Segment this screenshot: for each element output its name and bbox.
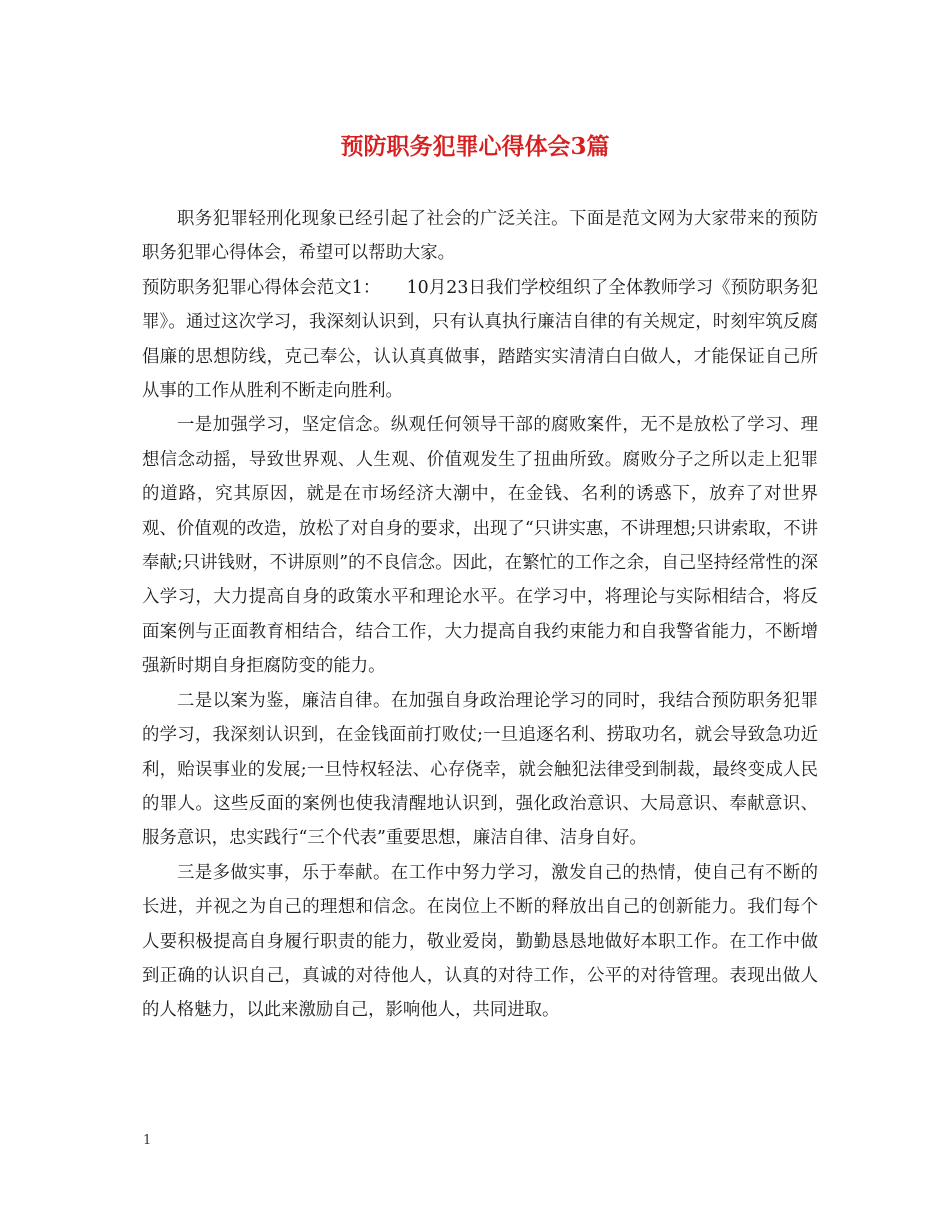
point-1-paragraph: 一是加强学习，坚定信念。纵观任何领导干部的腐败案件，无不是放松了学习、理想信念动摇，导致世界观、人生观、价值观发生了扭曲所致。腐败分子之所以走上犯罪的道路，究其原因，就是在市场经济大潮中，在金钱、名利的诱惑下，放弃了对世界观、价值观的改造，放松了对自身的要求，出现了“只讲实惠，不讲理想;只讲索取，不讲奉献;只讲钱财，不讲原则”的不良信念。因此，在繁忙的工作之余，自己坚持经常性的深入学习，大力提高自身的政策水平和理论水平。在学习中，将理论与实际相结合，将反面案例与正面教育相结合，结合工作，大力提高自我约束能力和自我警省能力，不断增强新时期自身拒腐防变的能力。 <box>142 415 818 677</box>
intro-paragraph: 职务犯罪轻刑化现象已经引起了社会的广泛关注。下面是范文网为大家带来的预防职务犯罪心得体会，希望可以帮助大家。 <box>142 209 818 264</box>
document-body <box>142 202 818 1028</box>
point-3-paragraph: 三是多做实事，乐于奉献。在工作中努力学习，激发自己的热情，使自己有不断的长进，并视之为自己的理想和信念。在岗位上不断的释放出自己的创新能力。我们每个人要积极提高自身履行职责的能力，敬业爱岗，勤勤恳恳地做好本职工作。在工作中做到正确的认识自己，真诚的对待他人，认真的对待工作，公平的对待管理。表现出做人的人格魅力，以此来激励自己，影响他人，共同进取。 <box>142 862 818 1021</box>
page-number: 1 <box>143 1133 152 1148</box>
document-title: 预防职务犯罪心得体会3篇 <box>340 133 610 160</box>
point-2-paragraph: 二是以案为鉴，廉洁自律。在加强自身政治理论学习的同时，我结合预防职务犯罪的学习，我深刻认识到，在金钱面前打败仗;一旦追逐名利、捞取功名，就会导致急功近利，贻误事业的发展;一旦恃权轻法、心存侥幸，就会触犯法律受到制裁，最终变成人民的罪人。这些反面的案例也使我清醒地认识到，强化政治意识、大局意识、奉献意识、服务意识，忠实践行“三个代表”重要思想，廉洁自律、洁身自好。 <box>142 690 818 849</box>
sample-1-paragraph: 预防职务犯罪心得体会范文1： 10月23日我们学校组织了全体教师学习《预防职务犯罪》。通过这次学习，我深刻认识到，只有认真执行廉洁自律的有关规定，时刻牢筑反腐倡廉的思想防线，克己奉公，认认真真做事，踏踏实实清清白白做人，才能保证自己所从事的工作从胜利不断走向胜利。 <box>142 277 818 402</box>
